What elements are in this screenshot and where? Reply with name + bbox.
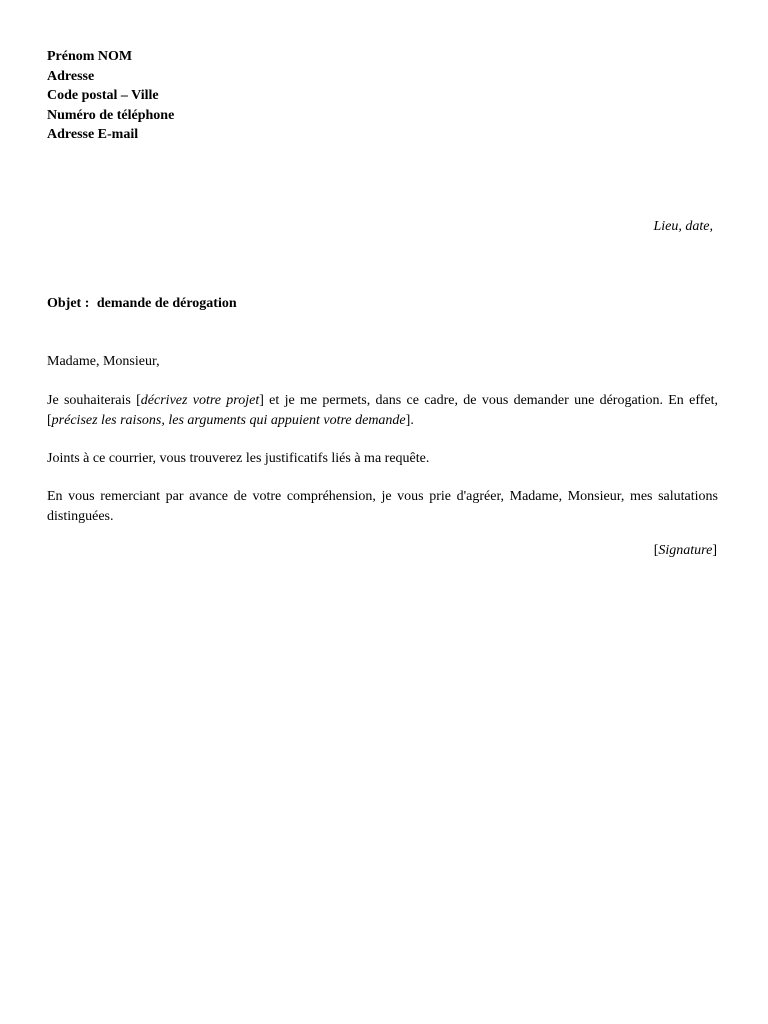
sender-email: Adresse E-mail bbox=[47, 127, 139, 142]
sender-postal-city: Code postal – Ville bbox=[47, 88, 159, 103]
paragraph-closing: En vous remerciant par avance de votre compréhension, je vous prie d'agréer, Madame, Monsieur, mes salutations distinguées. bbox=[47, 489, 718, 524]
subject-label: Objet : bbox=[47, 296, 90, 311]
place-date: Lieu, date, bbox=[653, 219, 713, 234]
placeholder-reasons: précisez les raisons, les arguments qui appuient votre demande bbox=[51, 412, 406, 428]
paragraph-attachments: Joints à ce courrier, vous trouverez les justificatifs liés à ma requête. bbox=[47, 451, 430, 466]
paragraph-request bbox=[47, 391, 718, 430]
signature-text: Signature bbox=[658, 543, 713, 558]
paragraph-text: ]. bbox=[405, 412, 414, 428]
signature-bracket-open: [ bbox=[653, 543, 659, 558]
sender-block bbox=[47, 47, 174, 145]
subject-line bbox=[47, 296, 237, 312]
sender-phone: Numéro de téléphone bbox=[47, 107, 175, 123]
subject-text: demande de dérogation bbox=[96, 296, 237, 311]
sender-name: Prénom NOM bbox=[47, 49, 133, 64]
sender-address: Adresse bbox=[47, 68, 95, 84]
paragraph-text: Je souhaiterais [ bbox=[47, 393, 141, 408]
paragraph-text: ] et je me permets, dans ce cadre, de vous demander une dérogation. En effet, [ bbox=[47, 393, 718, 428]
salutation: Madame, Monsieur, bbox=[47, 354, 160, 369]
signature-bracket-close: ] bbox=[712, 543, 717, 558]
signature-placeholder bbox=[654, 543, 717, 559]
placeholder-project: décrivez votre projet bbox=[140, 393, 260, 408]
